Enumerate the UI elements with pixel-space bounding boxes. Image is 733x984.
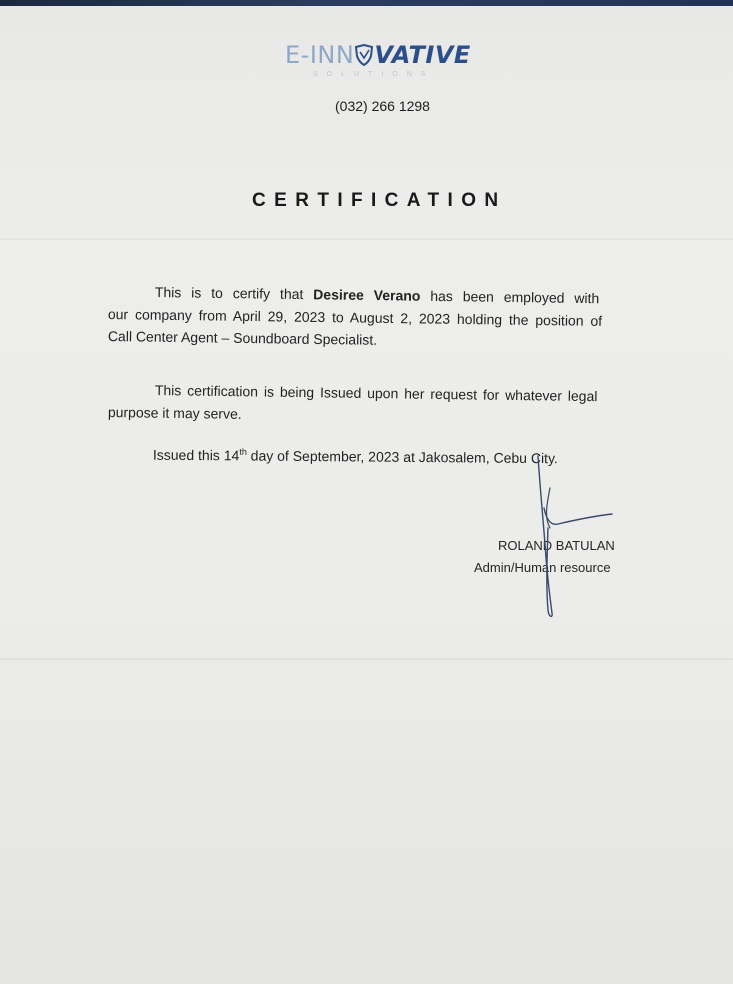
paragraph-2-line-1: This certification is being Issued upon her request for whatever legal: [154, 382, 598, 405]
paragraph-2-line-2: purpose it may serve.: [107, 404, 242, 422]
issued-ordinal: th: [239, 446, 247, 457]
paragraph-1-line-3: Call Center Agent – Soundboard Specialist.: [107, 328, 378, 348]
employee-name: Desiree Verano: [313, 286, 421, 304]
paragraph-1-line-2: our company from April 29, 2023 to August 2, 2023 holding the position of: [107, 306, 603, 329]
company-phone: (032) 266 1298: [335, 98, 430, 114]
paper-fold: [0, 658, 733, 660]
logo-prefix: E-INN: [285, 41, 355, 69]
issued-statement: [153, 446, 558, 466]
certify-intro: This is to certify that: [154, 284, 304, 303]
company-logo: [285, 41, 485, 89]
logo-suffix: VATIVE: [374, 41, 471, 69]
document-title: CERTIFICATION: [252, 190, 507, 211]
certify-employed: has been employed with: [430, 287, 600, 307]
logo-wordmark: [285, 41, 471, 69]
shield-icon: [354, 44, 374, 66]
signatory-name: ROLAND BATULAN: [498, 538, 615, 553]
paper-fold: [0, 238, 733, 240]
issued-suffix: day of September, 2023 at Jakosalem, Cebu City.: [250, 447, 558, 467]
signatory-role: Admin/Human resource: [474, 560, 611, 575]
logo-tagline: SOLUTIONS: [313, 71, 435, 78]
handwritten-signature: [520, 448, 630, 623]
issued-prefix: Issued this 14: [152, 446, 240, 464]
